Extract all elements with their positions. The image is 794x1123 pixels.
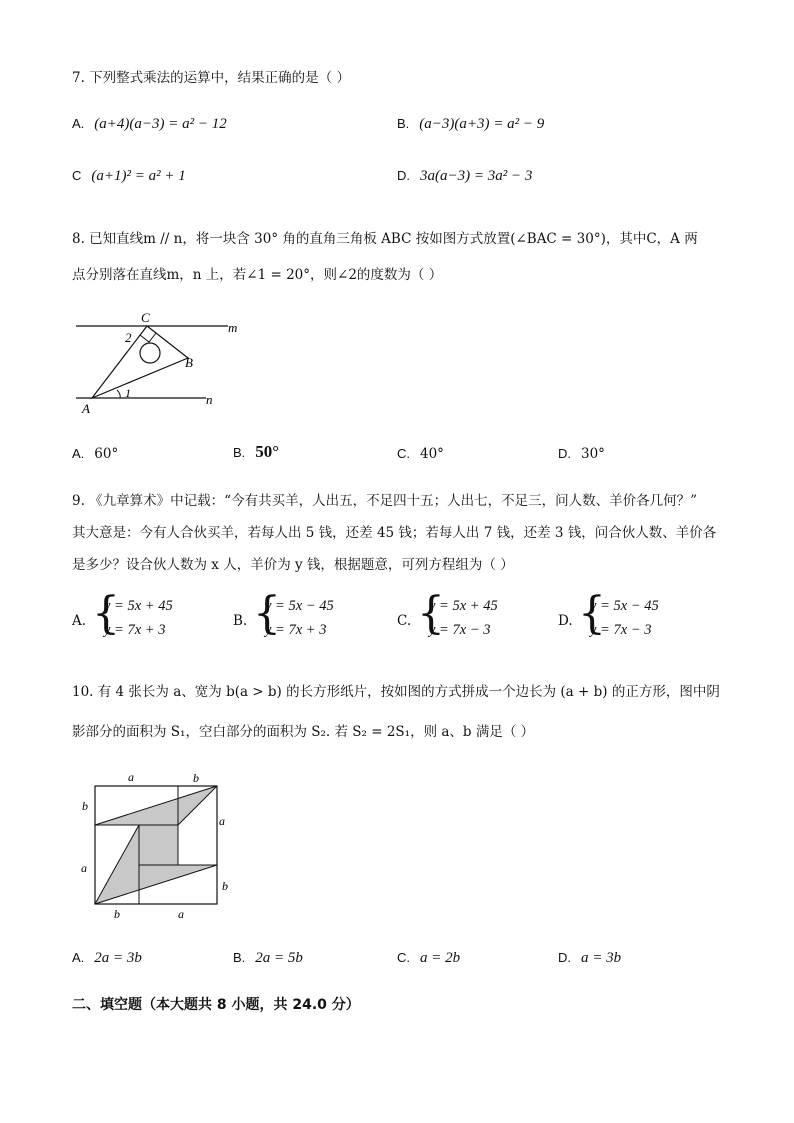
q10-option-c	[397, 950, 460, 967]
q10-option-b-expr: 2a = 5b	[255, 950, 303, 966]
label-n: n	[206, 392, 213, 407]
triangle-hole	[140, 343, 160, 363]
brace-icon: {	[253, 588, 281, 639]
q8-option-c	[397, 446, 444, 462]
q10-option-a-label: A.	[72, 950, 85, 965]
q7-option-d-expr: 3a(a−3) = 3a² − 3	[420, 168, 533, 184]
q7-option-a	[72, 116, 227, 133]
q7-option-c-expr: (a+1)² = a² + 1	[91, 168, 186, 184]
right-angle-mark	[140, 333, 156, 342]
q9-option-b-label: B.	[233, 613, 248, 629]
q10-option-d-label: D.	[558, 950, 571, 965]
q10-option-b	[233, 950, 303, 967]
q9-option-a-eq1: y = 5x + 45	[104, 598, 173, 614]
q10-option-d	[558, 950, 621, 967]
q9-option-c-label: C.	[397, 613, 412, 629]
q9-option-c-eq1: y = 5x + 45	[429, 598, 498, 614]
label-top-a: a	[128, 770, 134, 784]
q7-option-d	[397, 168, 532, 185]
brace-icon: {	[92, 588, 120, 639]
q8-option-a-label: A.	[72, 446, 85, 461]
q8-option-c-label: C.	[397, 446, 410, 461]
q7-option-b-expr: (a−3)(a+3) = a² − 9	[419, 116, 545, 132]
q10-option-c-label: C.	[397, 950, 410, 965]
q9-option-b-eq2: y = 7x + 3	[265, 622, 327, 638]
q9-option-b-eq1: y = 5x − 45	[265, 598, 334, 614]
q7-option-c	[72, 168, 186, 185]
q8-option-d-value: 30°	[581, 446, 605, 462]
label-angle-2: 2	[125, 330, 132, 345]
q9-option-d-eq1: y = 5x − 45	[590, 598, 659, 614]
q10-line1: 10. 有 4 张长为 a、宽为 b(a > b) 的长方形纸片，按如图的方式拼成一个边长为 (a + b) 的正方形，图中阴	[72, 684, 720, 700]
q7-stem: 7. 下列整式乘法的运算中，结果正确的是（ ）	[72, 70, 350, 86]
label-left-b: b	[82, 799, 88, 813]
label-right-a: a	[219, 814, 225, 828]
label-c: C	[141, 310, 150, 325]
label-right-b: b	[222, 879, 228, 893]
label-m: m	[228, 320, 238, 335]
label-b: B	[185, 355, 193, 370]
q8-option-a-value: 60°	[94, 446, 119, 462]
brace-icon: {	[417, 588, 445, 639]
q7-option-a-expr: (a+4)(a−3) = a² − 12	[94, 116, 227, 132]
q10-option-a-expr: 2a = 3b	[94, 950, 142, 966]
q9-option-a-label: A.	[72, 613, 87, 629]
q7-option-b-label: B.	[397, 116, 410, 131]
q9-option-d-eq2: y = 7x − 3	[590, 622, 652, 638]
label-left-a: a	[81, 861, 87, 875]
q7-option-c-label: C	[72, 168, 82, 183]
q10-option-b-label: B.	[233, 950, 246, 965]
q7-option-b	[397, 116, 544, 133]
q8-option-b-value: 50°	[255, 442, 280, 461]
q9-option-d-label: D.	[558, 613, 573, 629]
q7-option-d-label: D.	[397, 168, 410, 183]
triangle-abc	[92, 326, 188, 398]
q9-option-c-eq2: y = 7x − 3	[429, 622, 491, 638]
q8-option-c-value: 40°	[420, 446, 444, 462]
q8-option-b	[233, 442, 279, 462]
q9-option-a-eq2: y = 7x + 3	[104, 622, 166, 638]
q8-stem-line2: 点分别落在直线m，n 上，若∠1 = 20°，则∠2的度数为（ ）	[72, 267, 443, 283]
label-a: A	[82, 401, 90, 416]
label-top-b: b	[193, 771, 199, 785]
q8-triangle-figure	[70, 305, 260, 417]
brace-icon: {	[578, 588, 606, 639]
q8-option-d	[558, 446, 605, 462]
q10-line2: 影部分的面积为 S₁，空白部分的面积为 S₂. 若 S₂ = 2S₁，则 a、b 满足（ ）	[72, 724, 535, 740]
q7-option-a-label: A.	[72, 116, 85, 131]
angle-1-arc	[117, 390, 120, 398]
q8-stem-line1: 8. 已知直线m // n，将一块含 30° 角的直角三角板 ABC 按如图方式放置(∠BAC = 30°)，其中C，A 两	[72, 231, 698, 247]
label-bottom-b: b	[114, 907, 120, 921]
q10-option-c-expr: a = 2b	[420, 950, 461, 966]
q10-option-a	[72, 950, 142, 967]
q8-option-a	[72, 446, 118, 462]
q10-option-d-expr: a = 3b	[581, 950, 622, 966]
label-bottom-a: a	[178, 907, 184, 921]
q9-line1: 9. 《九章算术》中记载：“今有共买羊，人出五，不足四十五；人出七，不足三，问人数、羊价各几何？”	[72, 493, 697, 509]
q8-option-b-label: B.	[233, 445, 246, 460]
section-2-title: 二、填空题（本大题共 8 小题，共 24.0 分）	[72, 997, 360, 1013]
label-angle-1: 1	[125, 386, 131, 400]
q9-line2: 其大意是：今有人合伙买羊，若每人出 5 钱，还差 45 钱；若每人出 7 钱，还差 3 钱，问合伙人数、羊价各	[72, 525, 717, 541]
q10-square-figure	[76, 768, 236, 922]
q9-line3: 是多少？设合伙人数为 x 人，羊价为 y 钱，根据题意，可列方程组为（ ）	[72, 557, 514, 573]
q8-option-d-label: D.	[558, 446, 571, 461]
